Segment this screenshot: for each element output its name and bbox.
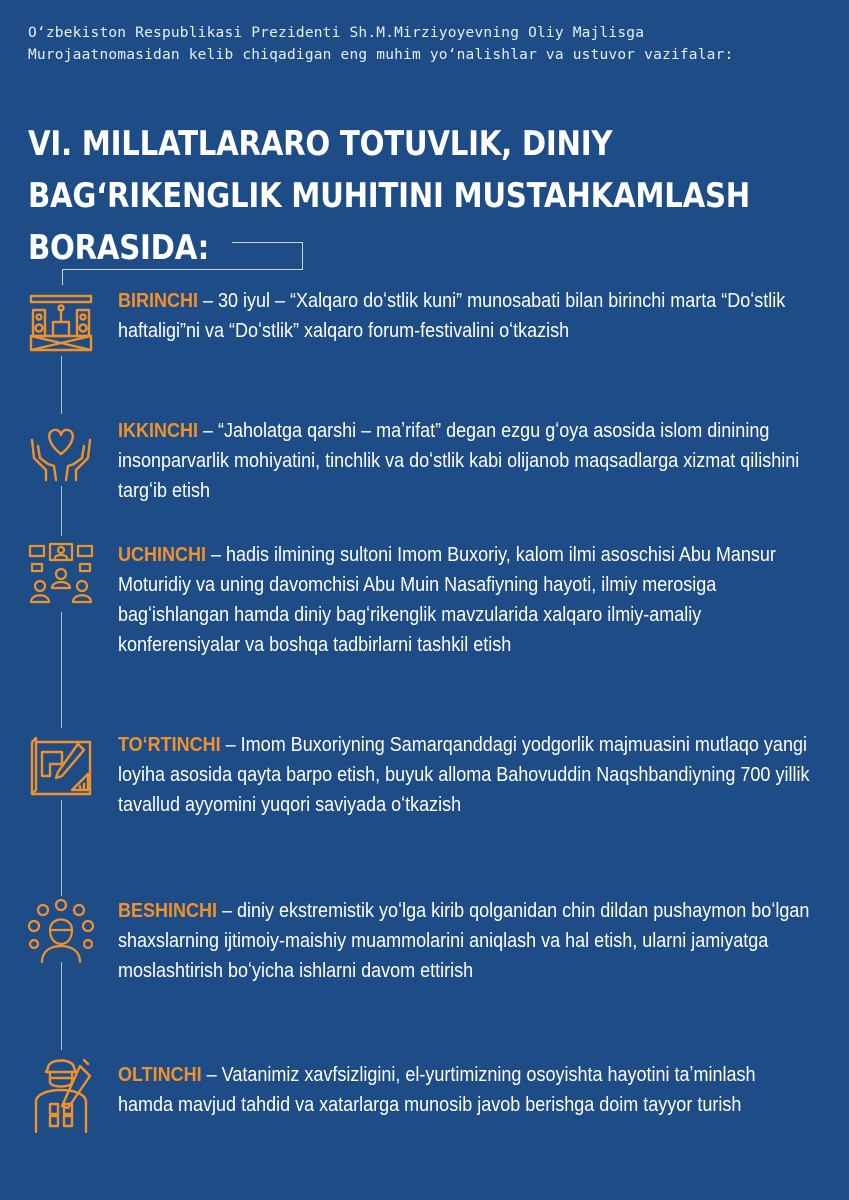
title-line-2: BAGʻRIKENGLIK MUHITINI MUSTAHKAMLASH [28, 176, 750, 216]
item-text: – “Jaholatga qarshi – maʼrifat” degan ezgu gʻoya asosida islom dinining insonparvarlik mohiyatini, tinchlik va doʻstlik kabi olijanob maqsadlarga xizmat qilishini targʻib etish [118, 420, 800, 502]
title-line-3: BORASIDA: [28, 228, 210, 268]
item-label: BIRINCHI [118, 290, 199, 312]
timeline-segment [61, 962, 62, 1050]
item-label: BESHINCHI [118, 900, 218, 922]
intro-heading [28, 22, 828, 66]
title-line-1: VI. MILLATLARARO TOTUVLIK, DINIY [28, 124, 613, 164]
list-item-2 [118, 416, 818, 506]
item-label: OLTINCHI [118, 1064, 202, 1086]
item-text: – diniy ekstremistik yoʻlga kirib qolganidan chin dildan pushaymon boʻlgan shaxslarning ijtimoiy-maishiy muammolarini aniqlash va hal etish, ularni jamiyatga moslashtirish boʻyicha ishlarni davom ettirish [118, 900, 810, 982]
list-item-4 [118, 730, 818, 820]
timeline-segment [61, 486, 62, 536]
list-item-6 [118, 1060, 818, 1120]
conference-icon [28, 542, 94, 608]
item-label: UCHINCHI [118, 544, 207, 566]
person-with-problems-icon [28, 898, 94, 964]
list-item-3 [118, 540, 818, 660]
title-connector-drop [62, 269, 63, 285]
intro-line-2: Murojaatnomasidan kelib chiqadigan eng muhim yoʻnalishlar va ustuvor vazifalar: [28, 47, 734, 63]
list-item-1 [118, 286, 818, 346]
timeline-segment [61, 356, 62, 414]
item-label: TOʻRTINCHI [118, 734, 221, 756]
heart-in-hands-icon [28, 418, 94, 484]
timeline-segment [61, 612, 62, 728]
blueprint-design-icon [28, 732, 94, 798]
list-item-5 [118, 896, 818, 986]
item-text: – Imom Buxoriyning Samarqanddagi yodgorlik majmuasini mutlaqo yangi loyiha asosida qayta barpo etish, buyuk alloma Bahovuddin Naqshbandiyning 700 yillik tavallud ayyomini yuqori saviyada oʻtkazish [118, 734, 810, 816]
title-connector-horizontal [232, 242, 303, 243]
item-text: – hadis ilmining sultoni Imom Buxoriy, kalom ilmi asoschisi Abu Mansur Moturidiy va uning davomchisi Abu Muin Nasafiyning hayoti, ilmiy merosiga bagʻishlangan hamda diniy bagʻrikenglik mavzularida xalqaro ilmiy-amaliy konferensiyalar va boshqa tadbirlarni tashkil etish [118, 544, 776, 656]
section-title [28, 118, 750, 274]
intro-line-1: Oʻzbekiston Respublikasi Prezidenti Sh.M.Mirziyoyevning Oliy Majlisga [28, 25, 645, 41]
timeline-segment [61, 800, 62, 896]
title-connector-vertical [302, 242, 303, 270]
item-text: – Vatanimiz xavfsizligini, el-yurtimizning osoyishta hayotini taʼminlash hamda mavjud tahdid va xatarlarga munosib javob berishga doim tayyor turish [118, 1064, 756, 1116]
soldier-icon [28, 1054, 94, 1134]
stage-podium-icon [28, 288, 94, 354]
title-connector-bottom [62, 269, 303, 270]
item-text: – 30 iyul – “Xalqaro doʻstlik kuni” munosabati bilan birinchi marta “Doʻstlik haftaligi”ni va “Doʻstlik” xalqaro forum-festivalini oʻtkazish [118, 290, 786, 342]
item-label: IKKINCHI [118, 420, 199, 442]
